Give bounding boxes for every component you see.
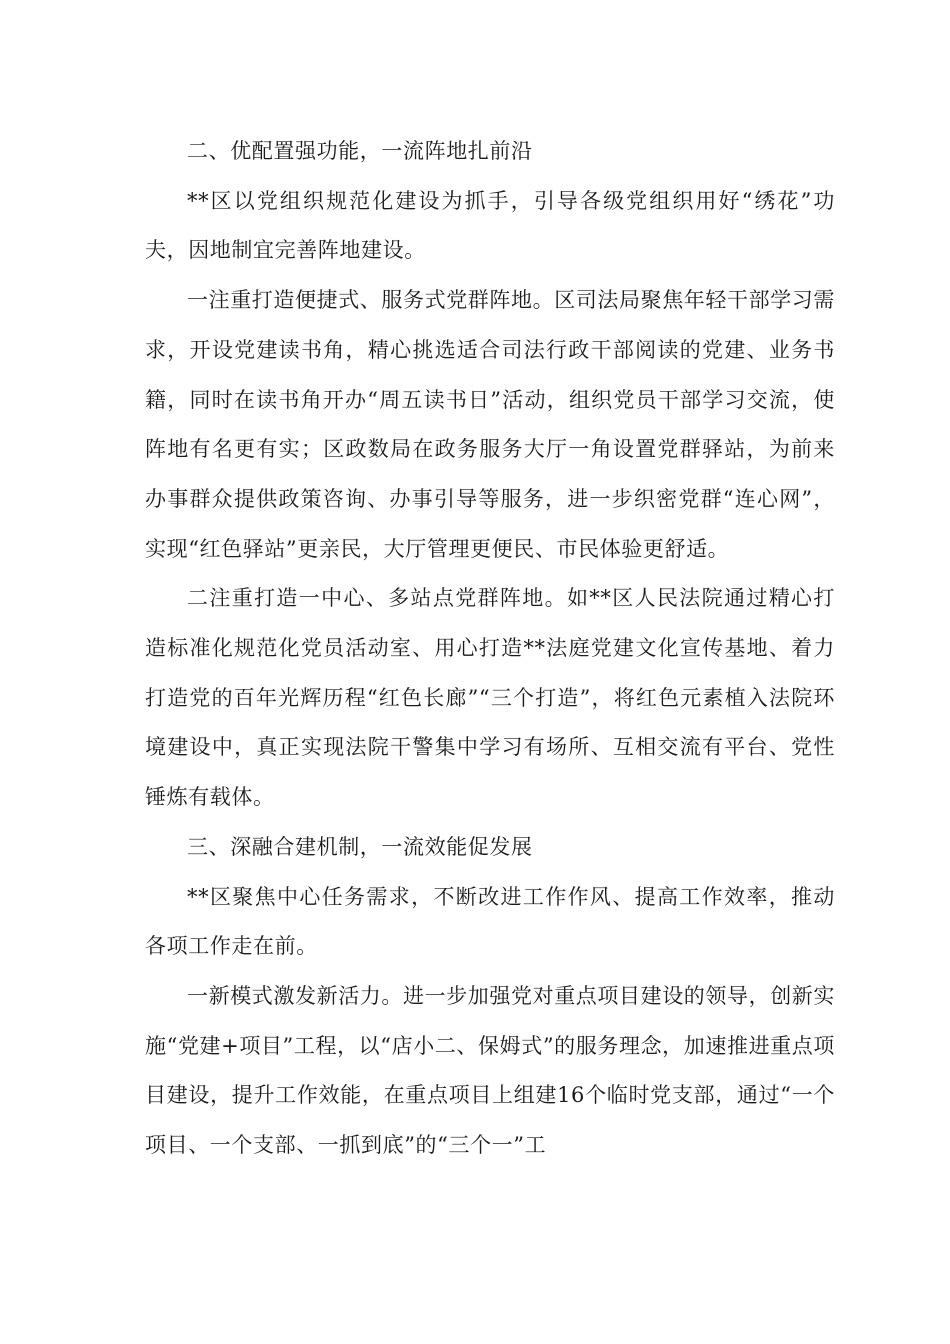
paragraph: 一注重打造便捷式、服务式党群阵地。区司法局聚焦年轻干部学习需求，开设党建读书角，精心挑选适合司法行政干部阅读的党建、业务书籍，同时在读书角开办“周五读书日”活动，组织党员干部学习交流，使阵地有名更有实；区政数局在政务服务大厅一角设置党群驿站，为前来办事群众提供政策咨询、办事引导等服务，进一步织密党群“连心网”，实现“红色驿站”更亲民，大厅管理更便民、市民体验更舒适。 (145, 288, 835, 561)
section-heading-3: 三、深融合建机制，一流效能促发展 (187, 834, 533, 859)
document-body (145, 127, 835, 1171)
paragraph: 一新模式激发新活力。进一步加强党对重点项目建设的领导，创新实施“党建+项目”工程，以“店小二、保姆式”的服务理念，加速推进重点项目建设，提升工作效能，在重点项目上组建16个临时党支部，通过“一个项目、一个支部、一抓到底”的“三个一”工 (145, 983, 835, 1158)
paragraph: 二注重打造一中心、多站点党群阵地。如**区人民法院通过精心打造标准化规范化党员活动室、用心打造**法庭党建文化宣传基地、着力打造党的百年光辉历程“红色长廊”“三个打造”，将红色元素植入法院环境建设中，真正实现法院干警集中学习有场所、互相交流有平台、党性锤炼有载体。 (145, 586, 835, 810)
section-heading-2: 二、优配置强功能，一流阵地扎前沿 (187, 139, 533, 163)
paragraph: **区以党组织规范化建设为抓手，引导各级党组织用好“绣花”功夫，因地制宜完善阵地建设。 (145, 188, 835, 263)
paragraph: **区聚焦中心任务需求，不断改进工作作风、提高工作效率，推动各项工作走在前。 (145, 884, 835, 959)
